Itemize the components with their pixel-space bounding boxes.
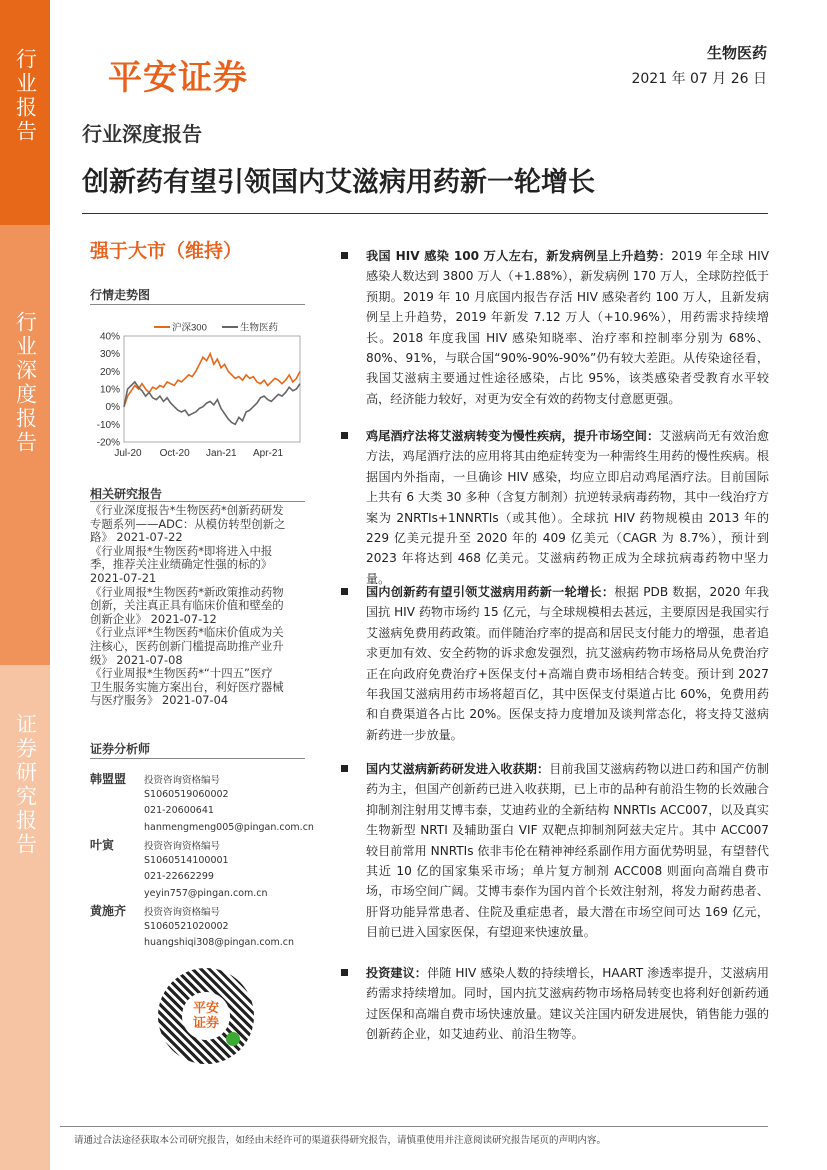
related-report-line: 创新企业》 2021-07-12 bbox=[90, 611, 217, 626]
key-point bbox=[341, 582, 769, 745]
header-industry: 生物医药 bbox=[706, 44, 767, 62]
side-band-middle-text: 行业深度报告 bbox=[13, 311, 38, 455]
related-report-line: 季，推荐关注业绩确定性强的标的》 bbox=[90, 557, 273, 572]
legend-label: 沪深300 bbox=[172, 322, 207, 334]
analysts-section-title: 证券分析师 bbox=[90, 742, 151, 756]
related-report-line: 《行业点评*生物医药*临床价值成为关 bbox=[90, 625, 284, 640]
related-report-line: 路》 2021-07-22 bbox=[90, 530, 183, 545]
related-section-title: 相关研究报告 bbox=[90, 487, 163, 501]
related-report-line: 注核心，医药创新门槛提高助推产业升 bbox=[90, 638, 284, 653]
y-tick-label: 30% bbox=[99, 349, 120, 361]
key-point-heading: 我国 HIV 感染 100 万人左右，新发病例呈上升趋势： bbox=[366, 249, 672, 263]
analyst bbox=[90, 770, 314, 836]
x-tick-label: Apr-21 bbox=[252, 448, 284, 459]
side-band-bottom-text: 证券研究报告 bbox=[13, 713, 38, 857]
header-date: 2021 年 07 月 26 日 bbox=[631, 71, 767, 87]
related-report-line: 级》 2021-07-08 bbox=[90, 652, 183, 667]
analyst bbox=[90, 902, 305, 968]
related-report-line: 卫生服务实施方案出台，利好医疗器械 bbox=[90, 679, 284, 694]
key-point-text: 艾滋病尚无有效治愈方法，鸡尾酒疗法的应用将其由绝症转变为一种需终生用药的慢性疾病。根据国内外指南，一旦确诊 HIV 感染，均应立即启动鸡尾酒疗法。目前国际上共有 6 大类 30 多种（含复方制剂）抗逆转录病毒药物，其中一线治疗方案为 2NRTIs+1NNRTIs（或其他）。全球抗 HIV 药物规模由 2013 年的 229 亿美元提升至 2020 年的 409 亿美元（CAGR 为 8.7%），预计到 2023 年将达到 468 亿美元。艾滋病药物正成为全球抗病毒药物中坚力量。 bbox=[366, 429, 769, 586]
y-tick-label: 0% bbox=[105, 402, 120, 414]
related-section-divider bbox=[90, 501, 305, 502]
key-point-heading: 鸡尾酒疗法将艾滋病转变为慢性疾病，提升市场空间： bbox=[366, 429, 660, 443]
analyst-detail: 021-22662299 bbox=[144, 871, 214, 882]
analyst-detail: S1060521020002 bbox=[144, 920, 229, 932]
bullet-square-icon bbox=[341, 765, 348, 772]
qr-logo bbox=[182, 992, 230, 1040]
related-report-line: 专题系列——ADC：从模仿转型创新之 bbox=[90, 516, 286, 531]
bullet-square-icon bbox=[341, 252, 348, 259]
analyst-detail: S1060514100001 bbox=[144, 854, 229, 866]
key-point-text: 目前我国艾滋病药物以进口药和国产仿制药为主，但国产创新药已进入收获期，已上市的品种有前沿生物的长效融合抑制剂注射用艾博韦泰，艾迪药业的全新结构 NNRTIs ACC007，以及真实生物新型 NRTI 及辅助蛋白 VIF 双靶点抑制剂阿兹夫定片。其中 ACC007 较目前常用 NNRTIs 依非韦伦在精神神经系副作用方面优势明显，有望替代其近 10 亿的国家集采市场；单片复方制剂 ACC008 则面向高端自费市场，市场空间广阔。艾博韦泰作为国内首个长效注射剂，将发力耐药患者、肝肾功能异常患者、住院及重症患者，最大潜在市场空间可达 169 亿元，目前已进入国家医保，有望迎来快速放量。 bbox=[366, 762, 769, 940]
bullet-square-icon bbox=[341, 588, 348, 595]
pingan-logo: 平安证券 bbox=[108, 58, 248, 98]
footer-disclaimer: 请通过合法途径获取本公司研究报告，如经由未经许可的渠道获得研究报告，请慎重使用并注意阅读研究报告尾页的声明内容。 bbox=[74, 1135, 607, 1146]
related-report-line: 《行业深度报告*生物医药*创新药研发 bbox=[90, 503, 284, 517]
bullet-square-icon bbox=[341, 969, 348, 976]
key-point-text: 伴随 HIV 感染人数的持续增长，HAART 渗透率提升，艾滋病用药需求持续增加。同时，国内抗艾滋病药物市场格局转变也将利好创新药通过医保和高端自费市场快速放量。建议关注国内研发进展快，销售能力强的创新药企业，如艾迪药业、前沿生物等。 bbox=[366, 966, 769, 1042]
key-point-heading: 国内艾滋病新药研发进入收获期： bbox=[366, 762, 550, 776]
qr-badge-icon bbox=[226, 1032, 240, 1046]
analyst-detail: S1060519060002 bbox=[144, 788, 229, 800]
analyst-name: 黄施齐 bbox=[90, 904, 127, 918]
x-tick-label: Oct-20 bbox=[159, 448, 190, 459]
page-title: 创新药有望引领国内艾滋病用药新一轮增长 bbox=[82, 167, 595, 198]
qr-logo-line: 平安 bbox=[192, 1001, 219, 1016]
series-line bbox=[124, 382, 300, 424]
title-divider bbox=[82, 213, 768, 214]
analyst bbox=[90, 836, 305, 902]
analyst-detail: 投资咨询资格编号 bbox=[144, 841, 221, 852]
related-reports-list bbox=[90, 504, 305, 708]
analyst-detail[interactable]: huangshiqi308@pingan.com.cn bbox=[144, 937, 294, 948]
side-band-middle bbox=[0, 225, 50, 665]
y-tick-label: -10% bbox=[96, 419, 120, 431]
bullet-square-icon bbox=[341, 432, 348, 439]
y-tick-label: -20% bbox=[96, 437, 120, 449]
y-tick-label: 20% bbox=[99, 366, 120, 378]
analyst-detail: 021-20600641 bbox=[144, 805, 214, 816]
key-point bbox=[341, 426, 769, 589]
analyst-detail: 投资咨询资格编号 bbox=[144, 775, 221, 786]
side-band-bottom bbox=[0, 665, 50, 1170]
side-band-top-text: 行业报告 bbox=[13, 48, 38, 144]
analyst-name: 叶寅 bbox=[90, 838, 115, 852]
rating: 强于大市（维持） bbox=[90, 240, 243, 262]
key-point-heading: 国内创新药有望引领艾滋病用药新一轮增长： bbox=[366, 585, 615, 599]
related-report-line: 创新，关注真正具有临床价值和壁垒的 bbox=[90, 598, 284, 613]
analysts-section-divider bbox=[90, 758, 305, 759]
key-point bbox=[341, 759, 769, 943]
legend-label: 生物医药 bbox=[240, 322, 279, 334]
analysts-list bbox=[90, 770, 314, 968]
key-point bbox=[341, 963, 769, 1045]
related-report-line: 与医疗服务》 2021-07-04 bbox=[90, 693, 229, 708]
related-report-line: 《行业周报*生物医药*即将进入中报 bbox=[90, 543, 273, 558]
y-tick-label: 40% bbox=[99, 331, 120, 343]
x-tick-label: Jul-20 bbox=[114, 448, 142, 459]
key-point bbox=[341, 246, 769, 409]
related-report-line: 《行业周报*生物医药*“十四五”医疗 bbox=[90, 666, 273, 681]
key-point-text: 根据 PDB 数据，2020 年我国抗 HIV 药物市场约 15 亿元，与全球规模相去甚远，主要原因是我国实行艾滋病免费用药政策。而伴随治疗率的提高和居民支付能力的增强，患者追求更加有效、安全药物的诉求愈发强烈，抗艾滋病药物市场格局从免费治疗正在向政府免费治疗+医保支付+高端自费市场相结合转变。预计到 2027 年我国艾滋病用药市场将超百亿，其中医保支付渠道占比 60%，免费用药和自费渠道各占比 20%。医保支持力度增加及谈判常态化，将支持艾滋病新药进一步放量。 bbox=[366, 585, 769, 742]
chart-plot-frame bbox=[124, 336, 300, 442]
report-type: 行业深度报告 bbox=[82, 122, 202, 146]
qr-code bbox=[158, 968, 254, 1064]
related-report-line: 《行业周报*生物医药*新政策推动药物 bbox=[90, 584, 284, 599]
related-report-line: 2021-07-21 bbox=[90, 570, 157, 585]
chart-section-divider bbox=[90, 304, 305, 305]
side-band-top bbox=[0, 0, 50, 225]
analyst-name: 韩盟盟 bbox=[90, 772, 127, 786]
market-trend-chart bbox=[86, 318, 308, 466]
key-point-text: 2019 年全球 HIV 感染人数达到 3800 万人（+1.88%），新发病例 170 万人，全球防控低于预期。2019 年 10 月底国内报告存活 HIV 感染者约 100 万人，且新发病例呈上升趋势，2019 年新发 7.12 万人（+10.96%），用药需求持续增长。2018 年度我国 HIV 感染知晓率、治疗率和控制率分别为 68%、80%、91%，与联合国“90%-90%-90%”仍有较大差距。从传染途径看，我国艾滋病主要通过性途径感染，占比 95%，该类感染者受教育水平较高，经济能力较好，对更为安全有效的药物支付意愿更强。 bbox=[366, 249, 769, 406]
analyst-detail: 投资咨询资格编号 bbox=[144, 907, 221, 918]
key-point-heading: 投资建议： bbox=[366, 966, 428, 980]
y-tick-label: 10% bbox=[99, 384, 120, 396]
analyst-detail[interactable]: hanmengmeng005@pingan.com.cn bbox=[144, 821, 314, 833]
x-tick-label: Jan-21 bbox=[206, 448, 237, 459]
chart-section-title: 行情走势图 bbox=[90, 288, 151, 302]
footer-divider bbox=[60, 1126, 768, 1127]
analyst-detail[interactable]: yeyin757@pingan.com.cn bbox=[144, 887, 268, 899]
qr-logo-line: 证券 bbox=[192, 1016, 219, 1031]
